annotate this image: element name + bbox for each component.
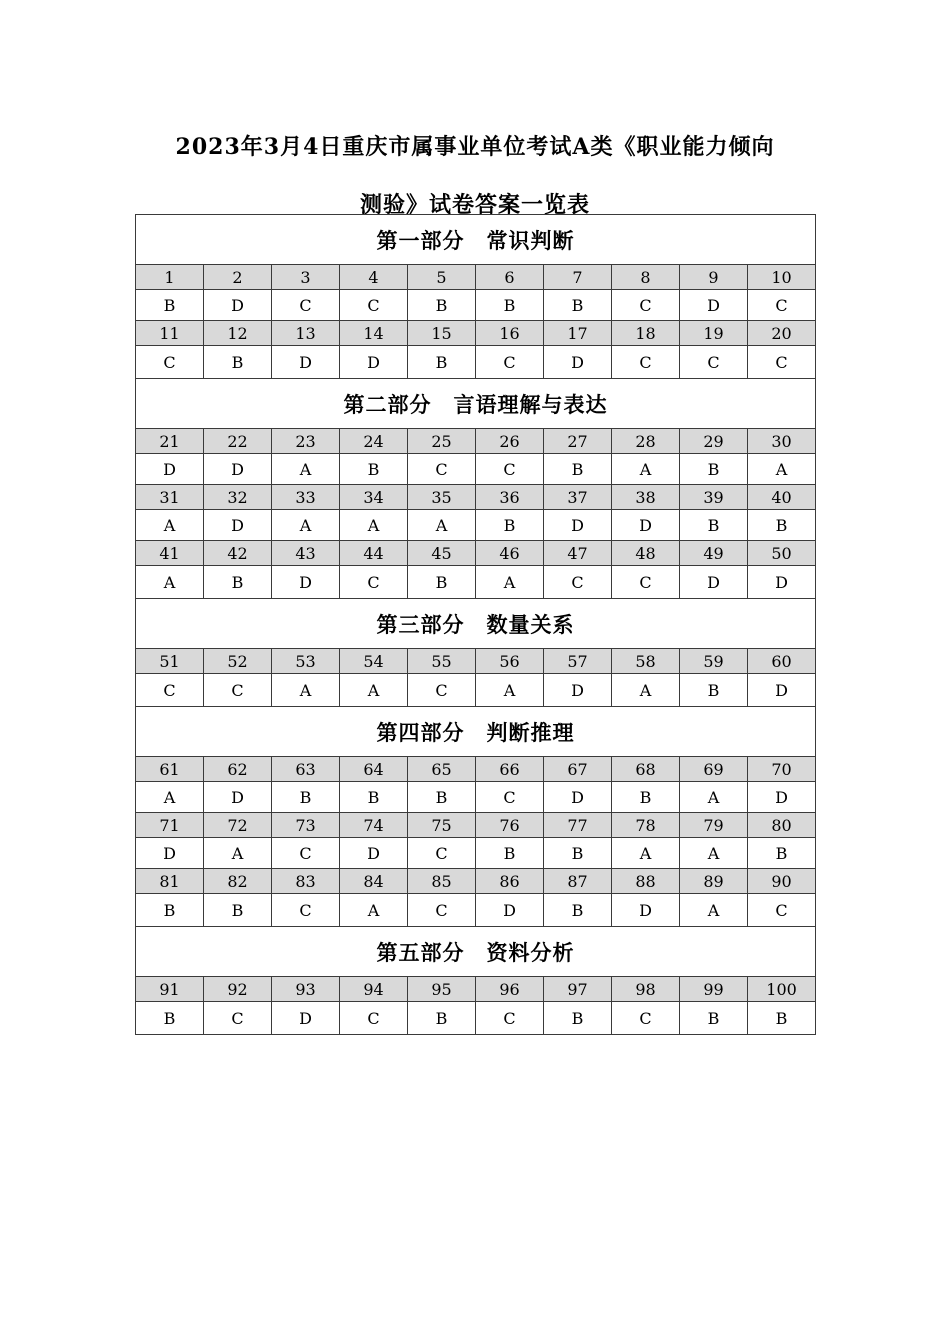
answer-cell: C	[272, 838, 340, 869]
answer-cell: B	[204, 894, 272, 927]
question-number-row	[136, 813, 816, 838]
section-heading: 第二部分 言语理解与表达	[136, 379, 816, 429]
answer-cell: D	[544, 674, 612, 707]
answer-cell: A	[272, 454, 340, 485]
answer-cell: C	[476, 782, 544, 813]
question-number-cell: 65	[408, 757, 476, 782]
answer-cell: C	[748, 346, 816, 379]
answer-cell: C	[612, 566, 680, 599]
question-number-cell: 47	[544, 541, 612, 566]
answer-cell: B	[612, 782, 680, 813]
answer-cell: C	[544, 566, 612, 599]
section-header-row	[136, 707, 816, 757]
answer-cell: B	[408, 346, 476, 379]
answer-cell: C	[340, 566, 408, 599]
question-number-cell: 42	[204, 541, 272, 566]
question-number-cell: 97	[544, 977, 612, 1002]
answer-table	[135, 214, 816, 1035]
section-heading: 第一部分 常识判断	[136, 215, 816, 265]
question-number-cell: 17	[544, 321, 612, 346]
question-number-cell: 54	[340, 649, 408, 674]
answer-cell: D	[544, 346, 612, 379]
answer-row	[136, 782, 816, 813]
answer-cell: A	[612, 674, 680, 707]
answer-cell: A	[408, 510, 476, 541]
answer-cell: B	[544, 454, 612, 485]
question-number-cell: 73	[272, 813, 340, 838]
question-number-cell: 74	[340, 813, 408, 838]
question-number-cell: 53	[272, 649, 340, 674]
answer-cell: C	[340, 290, 408, 321]
answer-cell: A	[340, 894, 408, 927]
answer-cell: B	[340, 782, 408, 813]
answer-row	[136, 1002, 816, 1035]
question-number-cell: 89	[680, 869, 748, 894]
answer-cell: D	[136, 454, 204, 485]
question-number-row	[136, 977, 816, 1002]
question-number-cell: 9	[680, 265, 748, 290]
question-number-cell: 80	[748, 813, 816, 838]
answer-cell: A	[204, 838, 272, 869]
answer-cell: B	[136, 1002, 204, 1035]
answer-cell: D	[272, 346, 340, 379]
question-number-cell: 35	[408, 485, 476, 510]
answer-cell: A	[748, 454, 816, 485]
answer-cell: C	[204, 1002, 272, 1035]
question-number-cell: 3	[272, 265, 340, 290]
question-number-cell: 91	[136, 977, 204, 1002]
question-number-cell: 59	[680, 649, 748, 674]
question-number-cell: 13	[272, 321, 340, 346]
question-number-cell: 40	[748, 485, 816, 510]
answer-cell: B	[680, 1002, 748, 1035]
question-number-cell: 36	[476, 485, 544, 510]
question-number-cell: 72	[204, 813, 272, 838]
answer-row	[136, 566, 816, 599]
question-number-cell: 78	[612, 813, 680, 838]
question-number-cell: 90	[748, 869, 816, 894]
answer-cell: C	[748, 894, 816, 927]
answer-row	[136, 290, 816, 321]
answer-cell: B	[408, 782, 476, 813]
question-number-cell: 34	[340, 485, 408, 510]
answer-cell: A	[612, 454, 680, 485]
question-number-cell: 99	[680, 977, 748, 1002]
question-number-cell: 76	[476, 813, 544, 838]
question-number-cell: 75	[408, 813, 476, 838]
question-number-cell: 57	[544, 649, 612, 674]
answer-cell: D	[204, 290, 272, 321]
question-number-row	[136, 541, 816, 566]
question-number-cell: 69	[680, 757, 748, 782]
answer-row	[136, 346, 816, 379]
question-number-cell: 37	[544, 485, 612, 510]
answer-cell: D	[476, 894, 544, 927]
answer-cell: C	[408, 454, 476, 485]
question-number-cell: 7	[544, 265, 612, 290]
question-number-row	[136, 649, 816, 674]
answer-cell: A	[612, 838, 680, 869]
answer-cell: D	[680, 566, 748, 599]
question-number-cell: 81	[136, 869, 204, 894]
question-number-cell: 88	[612, 869, 680, 894]
question-number-cell: 58	[612, 649, 680, 674]
answer-cell: C	[748, 290, 816, 321]
answer-table-body	[136, 215, 816, 1035]
question-number-cell: 4	[340, 265, 408, 290]
answer-cell: B	[476, 510, 544, 541]
question-number-cell: 95	[408, 977, 476, 1002]
answer-cell: D	[340, 838, 408, 869]
question-number-cell: 8	[612, 265, 680, 290]
answer-cell: C	[136, 674, 204, 707]
question-number-cell: 26	[476, 429, 544, 454]
answer-cell: D	[748, 674, 816, 707]
answer-cell: C	[612, 346, 680, 379]
question-number-cell: 6	[476, 265, 544, 290]
question-number-cell: 2	[204, 265, 272, 290]
answer-cell: A	[136, 782, 204, 813]
answer-cell: B	[680, 510, 748, 541]
answer-cell: C	[612, 290, 680, 321]
question-number-cell: 68	[612, 757, 680, 782]
answer-cell: C	[408, 674, 476, 707]
answer-cell: B	[340, 454, 408, 485]
question-number-cell: 43	[272, 541, 340, 566]
question-number-cell: 25	[408, 429, 476, 454]
answer-cell: B	[544, 894, 612, 927]
question-number-cell: 21	[136, 429, 204, 454]
question-number-cell: 71	[136, 813, 204, 838]
answer-cell: C	[476, 454, 544, 485]
section-heading: 第五部分 资料分析	[136, 927, 816, 977]
answer-cell: D	[544, 510, 612, 541]
question-number-cell: 60	[748, 649, 816, 674]
answer-cell: D	[204, 782, 272, 813]
answer-cell: B	[408, 566, 476, 599]
question-number-cell: 15	[408, 321, 476, 346]
section-header-row	[136, 927, 816, 977]
question-number-row	[136, 321, 816, 346]
question-number-cell: 77	[544, 813, 612, 838]
question-number-cell: 11	[136, 321, 204, 346]
section-header-row	[136, 599, 816, 649]
question-number-cell: 52	[204, 649, 272, 674]
question-number-cell: 41	[136, 541, 204, 566]
question-number-cell: 49	[680, 541, 748, 566]
answer-cell: D	[680, 290, 748, 321]
answer-row	[136, 838, 816, 869]
question-number-row	[136, 265, 816, 290]
answer-cell: D	[612, 510, 680, 541]
question-number-cell: 92	[204, 977, 272, 1002]
answer-cell: B	[680, 674, 748, 707]
question-number-cell: 28	[612, 429, 680, 454]
question-number-cell: 55	[408, 649, 476, 674]
answer-cell: C	[680, 346, 748, 379]
answer-cell: A	[136, 566, 204, 599]
answer-cell: B	[544, 290, 612, 321]
question-number-cell: 51	[136, 649, 204, 674]
question-number-row	[136, 869, 816, 894]
question-number-cell: 64	[340, 757, 408, 782]
question-number-cell: 61	[136, 757, 204, 782]
answer-cell: A	[136, 510, 204, 541]
question-number-cell: 45	[408, 541, 476, 566]
answer-cell: D	[748, 566, 816, 599]
question-number-cell: 33	[272, 485, 340, 510]
question-number-cell: 32	[204, 485, 272, 510]
answer-cell: D	[340, 346, 408, 379]
question-number-cell: 62	[204, 757, 272, 782]
question-number-cell: 44	[340, 541, 408, 566]
answer-cell: A	[680, 782, 748, 813]
section-heading: 第三部分 数量关系	[136, 599, 816, 649]
question-number-cell: 27	[544, 429, 612, 454]
question-number-cell: 30	[748, 429, 816, 454]
question-number-cell: 29	[680, 429, 748, 454]
question-number-cell: 1	[136, 265, 204, 290]
answer-cell: B	[476, 838, 544, 869]
answer-cell: D	[136, 838, 204, 869]
answer-cell: D	[204, 510, 272, 541]
question-number-cell: 39	[680, 485, 748, 510]
answer-cell: C	[136, 346, 204, 379]
answer-cell: A	[340, 510, 408, 541]
answer-row	[136, 674, 816, 707]
answer-cell: B	[204, 346, 272, 379]
question-number-cell: 14	[340, 321, 408, 346]
answer-cell: B	[748, 1002, 816, 1035]
question-number-cell: 12	[204, 321, 272, 346]
answer-cell: C	[204, 674, 272, 707]
answer-cell: A	[476, 674, 544, 707]
question-number-cell: 83	[272, 869, 340, 894]
answer-cell: B	[272, 782, 340, 813]
answer-cell: A	[272, 674, 340, 707]
answer-cell: C	[408, 838, 476, 869]
answer-cell: A	[680, 838, 748, 869]
question-number-cell: 63	[272, 757, 340, 782]
answer-cell: C	[476, 1002, 544, 1035]
answer-cell: C	[612, 1002, 680, 1035]
section-heading: 第四部分 判断推理	[136, 707, 816, 757]
answer-cell: B	[748, 510, 816, 541]
answer-cell: A	[680, 894, 748, 927]
question-number-cell: 100	[748, 977, 816, 1002]
question-number-cell: 85	[408, 869, 476, 894]
question-number-cell: 84	[340, 869, 408, 894]
answer-cell: C	[408, 894, 476, 927]
answer-cell: B	[408, 1002, 476, 1035]
question-number-cell: 86	[476, 869, 544, 894]
question-number-row	[136, 429, 816, 454]
question-number-cell: 94	[340, 977, 408, 1002]
title-line-2: 测验》试卷答案一览表	[359, 192, 590, 218]
answer-cell: B	[544, 1002, 612, 1035]
answer-cell: D	[748, 782, 816, 813]
answer-row	[136, 454, 816, 485]
question-number-cell: 70	[748, 757, 816, 782]
answer-cell: B	[136, 894, 204, 927]
question-number-cell: 93	[272, 977, 340, 1002]
question-number-cell: 18	[612, 321, 680, 346]
section-header-row	[136, 215, 816, 265]
question-number-cell: 96	[476, 977, 544, 1002]
answer-cell: C	[476, 346, 544, 379]
question-number-cell: 24	[340, 429, 408, 454]
question-number-cell: 67	[544, 757, 612, 782]
answer-cell: A	[272, 510, 340, 541]
answer-cell: D	[272, 1002, 340, 1035]
question-number-cell: 48	[612, 541, 680, 566]
question-number-cell: 38	[612, 485, 680, 510]
answer-row	[136, 894, 816, 927]
question-number-cell: 82	[204, 869, 272, 894]
question-number-cell: 10	[748, 265, 816, 290]
section-header-row	[136, 379, 816, 429]
answer-cell: B	[544, 838, 612, 869]
question-number-cell: 87	[544, 869, 612, 894]
answer-cell: B	[680, 454, 748, 485]
answer-cell: D	[272, 566, 340, 599]
answer-cell: B	[476, 290, 544, 321]
answer-cell: C	[340, 1002, 408, 1035]
answer-cell: D	[204, 454, 272, 485]
title-line-1: 2023年3月4日重庆市属事业单位考试A类《职业能力倾向	[175, 134, 775, 160]
question-number-cell: 22	[204, 429, 272, 454]
question-number-cell: 46	[476, 541, 544, 566]
answer-cell: D	[544, 782, 612, 813]
answer-cell: C	[272, 894, 340, 927]
question-number-cell: 66	[476, 757, 544, 782]
question-number-cell: 16	[476, 321, 544, 346]
question-number-cell: 31	[136, 485, 204, 510]
answer-cell: B	[408, 290, 476, 321]
answer-cell: B	[748, 838, 816, 869]
question-number-row	[136, 485, 816, 510]
answer-cell: A	[340, 674, 408, 707]
question-number-cell: 98	[612, 977, 680, 1002]
answer-row	[136, 510, 816, 541]
question-number-cell: 79	[680, 813, 748, 838]
answer-cell: D	[612, 894, 680, 927]
question-number-cell: 56	[476, 649, 544, 674]
question-number-cell: 20	[748, 321, 816, 346]
question-number-cell: 19	[680, 321, 748, 346]
answer-cell: C	[272, 290, 340, 321]
question-number-cell: 50	[748, 541, 816, 566]
answer-cell: B	[136, 290, 204, 321]
question-number-cell: 5	[408, 265, 476, 290]
question-number-row	[136, 757, 816, 782]
answer-cell: A	[476, 566, 544, 599]
answer-cell: B	[204, 566, 272, 599]
question-number-cell: 23	[272, 429, 340, 454]
